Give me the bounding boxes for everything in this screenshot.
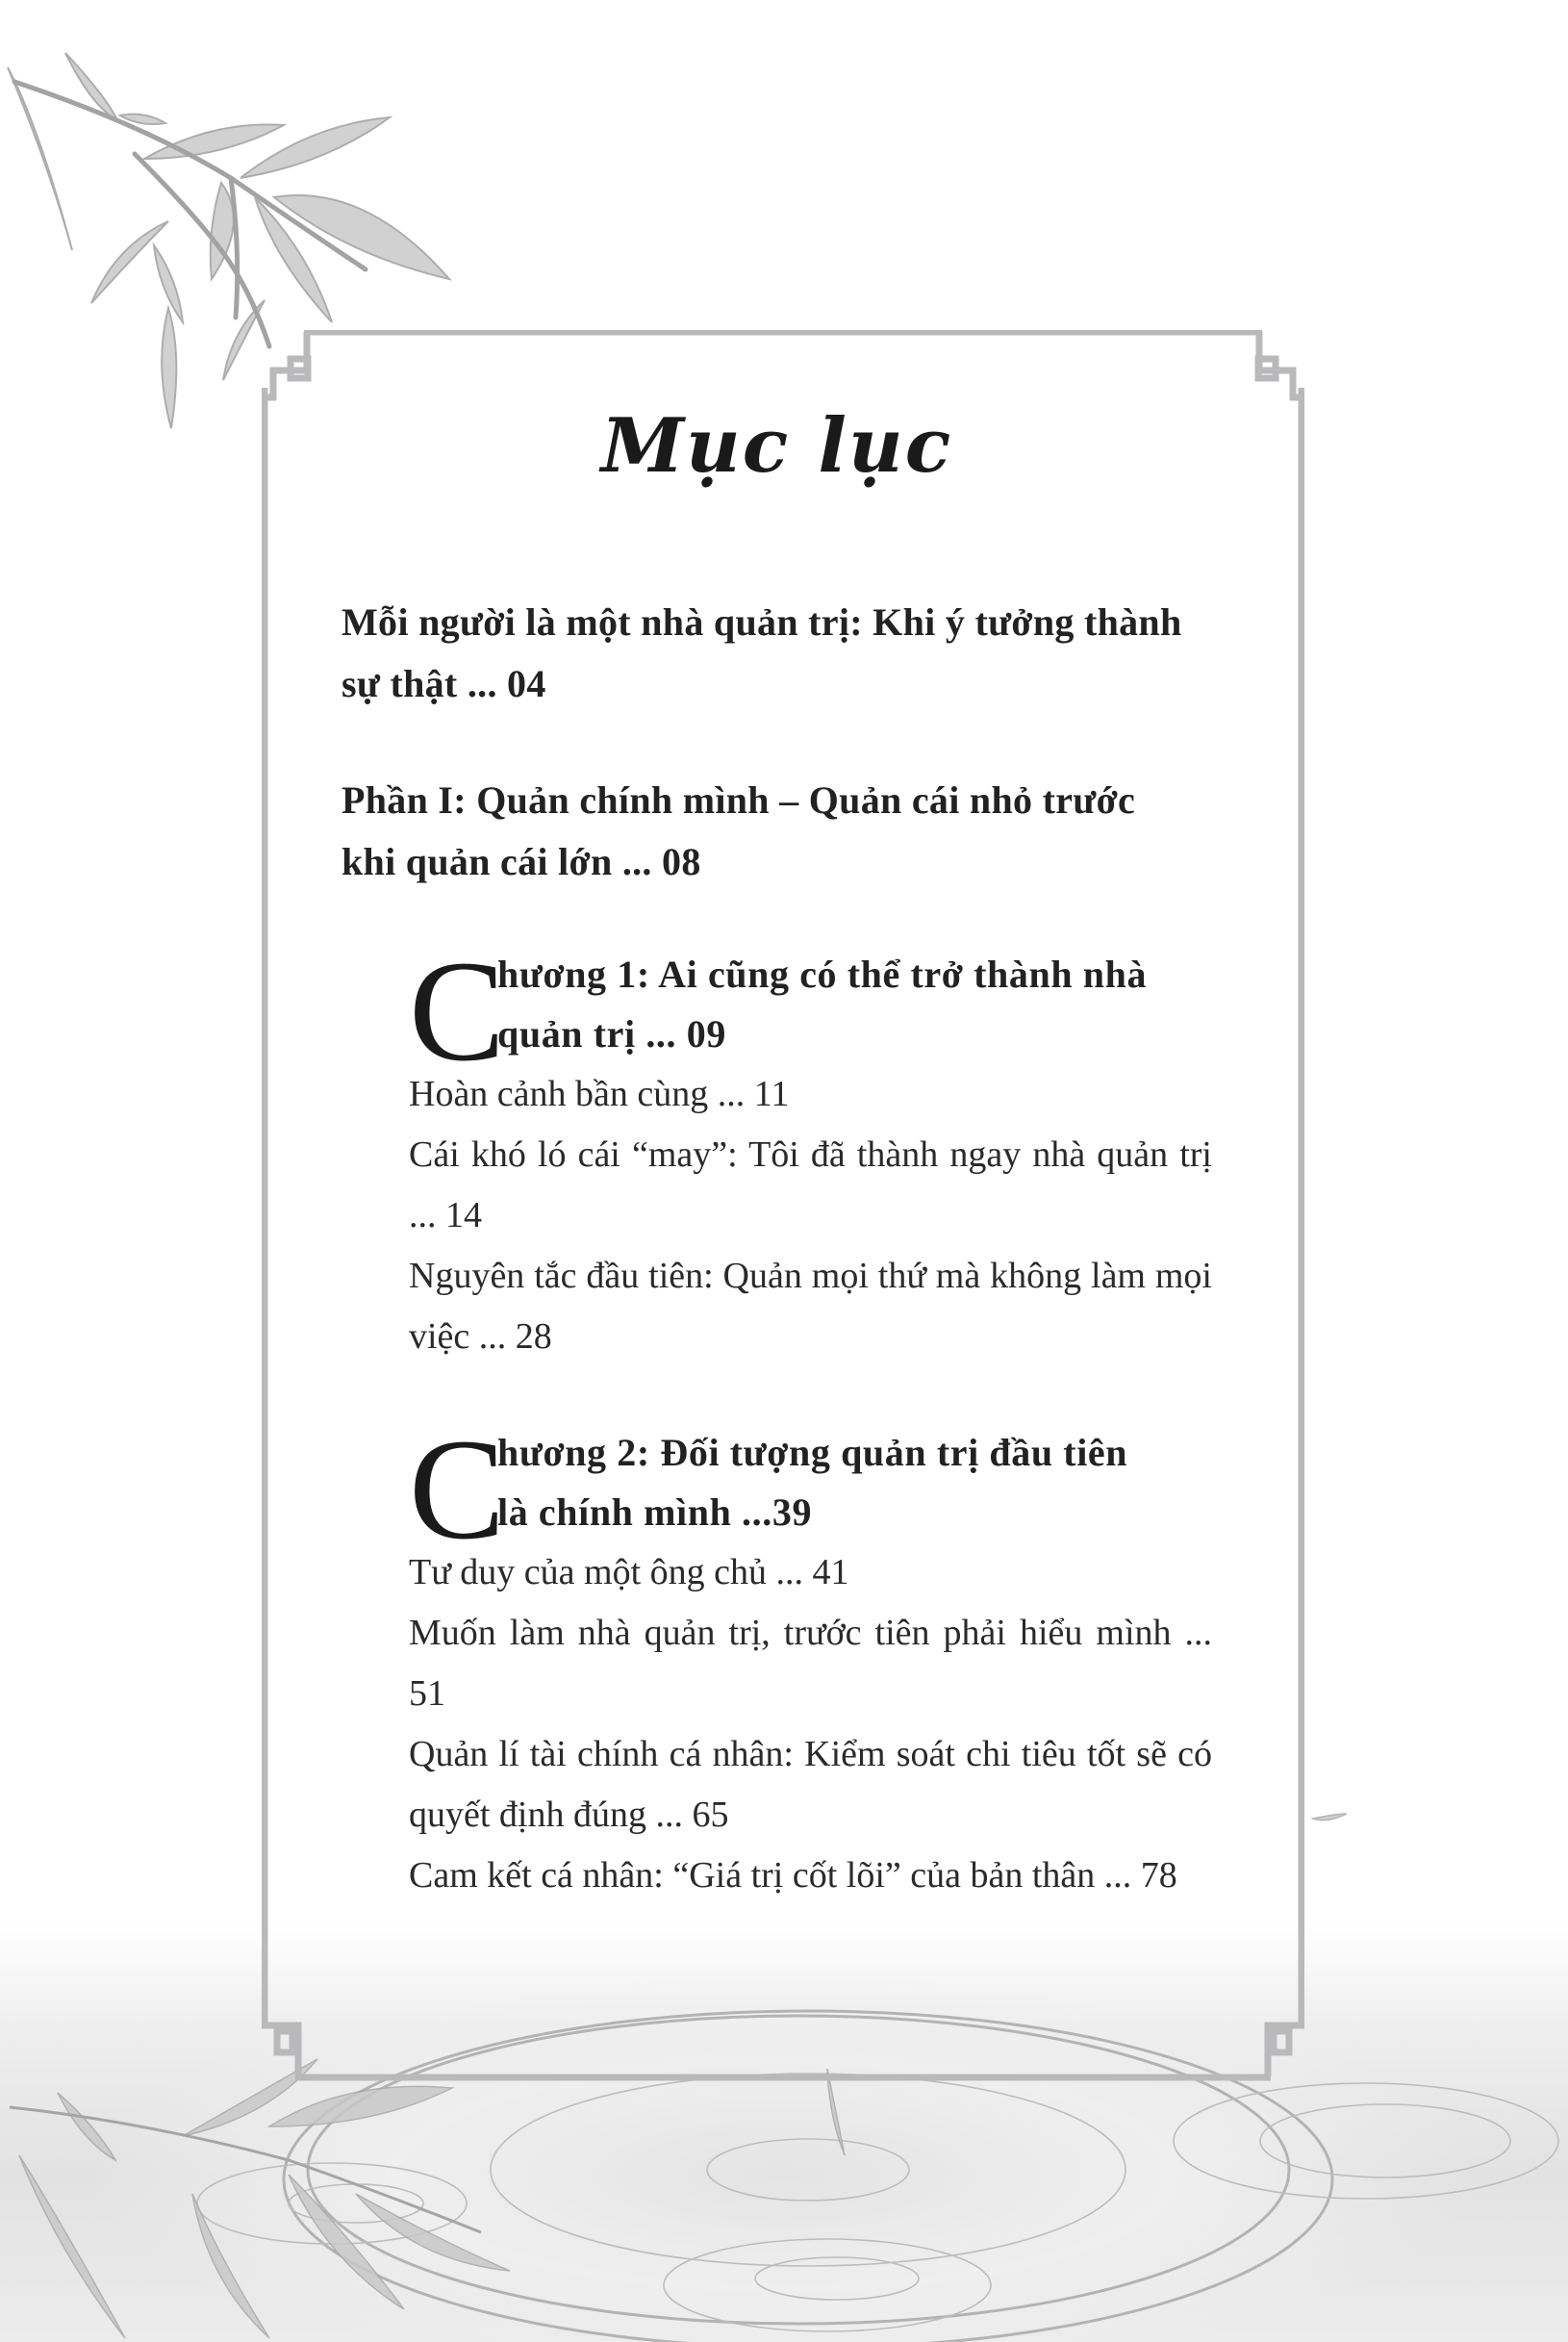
toc-entry-part-1[interactable] — [341, 770, 1212, 893]
toc-section[interactable]: Cái khó ló cái “may”: Tôi đã thành ngay nhà quản trị ... 14 — [409, 1134, 1212, 1235]
toc-section[interactable]: Tư duy của một ông chủ ... 41 — [409, 1552, 849, 1592]
drop-cap: C — [409, 931, 506, 1091]
toc-entry-line: khi quản cái lớn ... 08 — [341, 840, 701, 883]
toc-chapter-2 — [409, 1410, 1212, 1906]
chapter-heading-line: hương 2: Đối tượng quản trị đầu tiên — [497, 1431, 1128, 1474]
toc-section[interactable]: Cam kết cá nhân: “Giá trị cốt lõi” của bản thân ... 78 — [409, 1855, 1177, 1896]
toc-section[interactable]: Muốn làm nhà quản trị, trước tiên phải hiểu mình ... 51 — [409, 1613, 1212, 1714]
toc-entry-line: sự thật ... 04 — [341, 662, 546, 705]
toc-entry-line: Phần I: Quản chính mình – Quản cái nhỏ trước — [341, 778, 1136, 822]
toc-entry-line: Mỗi người là một nhà quản trị: Khi ý tưởng thành — [341, 600, 1182, 644]
chapter-heading-line: quản trị ... 09 — [497, 1012, 726, 1056]
toc-entry-intro[interactable] — [341, 592, 1212, 715]
chapter-heading[interactable] — [409, 1410, 1212, 1569]
toc-section[interactable]: Nguyên tắc đầu tiên: Quản mọi thứ mà không làm mọi việc ... 28 — [409, 1256, 1212, 1357]
toc-section[interactable]: Hoàn cảnh bần cùng ... 11 — [409, 1074, 790, 1114]
chapter-heading-line: hương 1: Ai cũng có thể trở thành nhà — [497, 953, 1148, 996]
toc-section[interactable]: Quản lí tài chính cá nhân: Kiểm soát chi tiêu tốt sẽ có quyết định đúng ... 65 — [409, 1734, 1212, 1835]
chapter-heading-line: là chính mình ...39 — [497, 1490, 813, 1534]
drop-cap: C — [409, 1410, 506, 1569]
toc-chapter-1 — [409, 931, 1212, 1367]
page-title: Mục lục — [600, 402, 953, 490]
chapter-heading[interactable] — [409, 931, 1212, 1091]
